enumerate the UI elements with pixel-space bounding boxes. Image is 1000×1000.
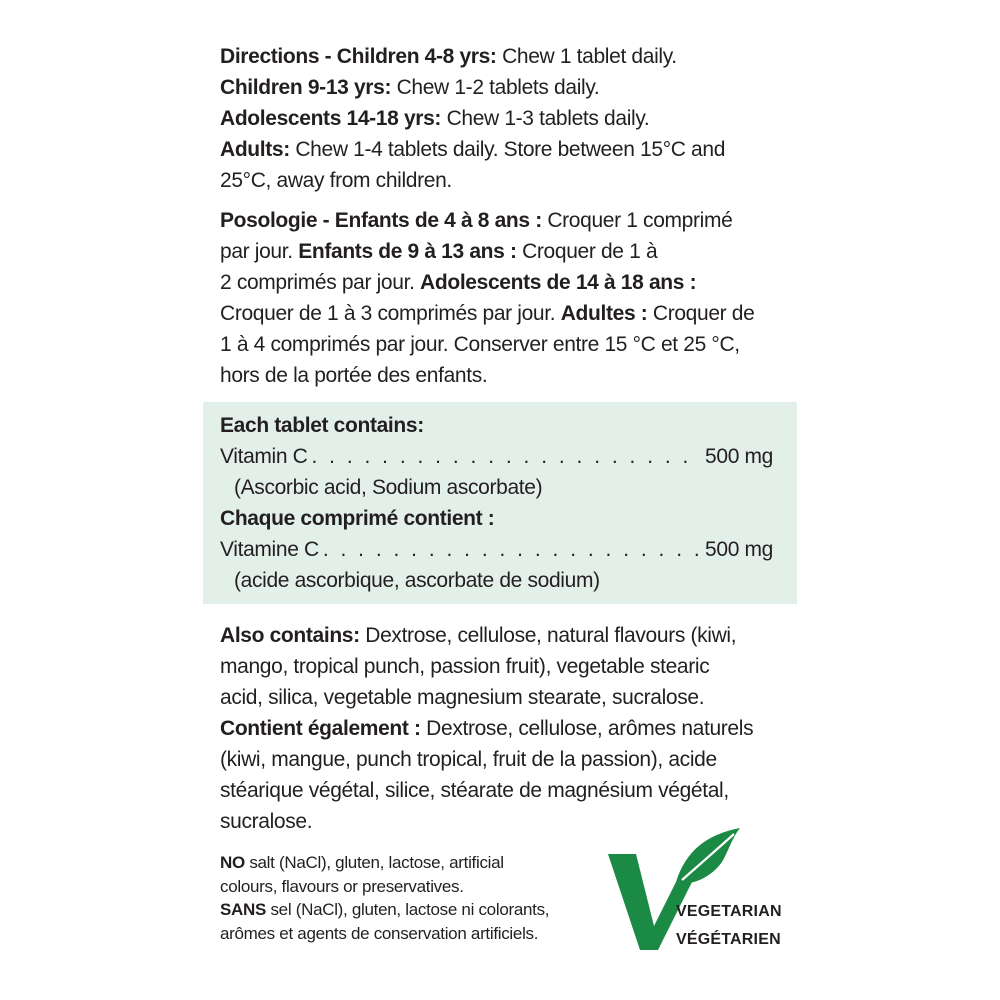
also-contains-en-line3: acid, silica, vegetable magnesium stearate, sucralose. [220, 686, 705, 709]
directions-children-9-13-text: Chew 1-2 tablets daily. [391, 76, 600, 99]
posologie-adultes-text: Croquer de [647, 302, 755, 325]
posologie-line4-text: Croquer de 1 à 3 comprimés par jour. [220, 302, 561, 325]
free-of-fr-line2: arômes et agents de conservation artificiels. [220, 923, 539, 943]
directions-storage-text: 25°C, away from children. [220, 169, 452, 192]
directions-children-9-13-label: Children 9-13 yrs: [220, 76, 392, 99]
also-contains-en-label: Also contains: [220, 624, 360, 647]
directions-adults-text: Chew 1-4 tablets daily. Store between 15°C and [289, 138, 726, 161]
ingredients-en-heading: Each tablet contains: [220, 414, 424, 437]
vegetarian-en-label: VEGETARIAN [676, 903, 782, 920]
also-contains-fr-line1: Dextrose, cellulose, arômes naturels [420, 717, 754, 740]
also-contains-en-line2: mango, tropical punch, passion fruit), vegetable stearic [220, 655, 710, 678]
directions-adolescents-text: Chew 1-3 tablets daily. [441, 107, 650, 130]
ingredient-amount-fr: 500 mg [705, 538, 773, 561]
directions-section [220, 41, 725, 196]
posologie-enfants-4-8-label: Posologie - Enfants de 4 à 8 ans : [220, 209, 542, 232]
also-contains-fr-label: Contient également : [220, 717, 421, 740]
also-contains-fr-line4: sucralose. [220, 810, 313, 833]
free-of-fr-line1: sel (NaCl), gluten, lactose ni colorants, [266, 900, 550, 919]
also-contains-fr-line3: stéarique végétal, silice, stéarate de magnésium végétal, [220, 779, 729, 802]
ingredient-row-en [220, 441, 773, 472]
posologie-adolescents-label: Adolescents de 14 à 18 ans : [420, 271, 697, 294]
posologie-line5-text: 1 à 4 comprimés par jour. Conserver entre 15 °C et 25 °C, [220, 333, 740, 356]
vegetarian-badge-text [676, 898, 782, 954]
free-of-en-label: NO [220, 853, 245, 872]
posologie-adultes-label: Adultes : [560, 302, 648, 325]
directions-adults-label: Adults: [220, 138, 290, 161]
ingredients-fr-heading: Chaque comprimé contient : [220, 507, 495, 530]
ingredient-source-fr: (acide ascorbique, ascorbate de sodium) [234, 569, 600, 592]
posologie-section [220, 205, 754, 391]
posologie-line3-text: 2 comprimés par jour. [220, 271, 421, 294]
free-of-section [220, 851, 549, 945]
posologie-line6-text: hors de la portée des enfants. [220, 364, 488, 387]
free-of-en-line1: salt (NaCl), gluten, lactose, artificial [244, 853, 504, 872]
leader-dots [312, 441, 702, 472]
vegetarian-fr-label: VÉGÉTARIEN [676, 931, 781, 948]
directions-adolescents-label: Adolescents 14-18 yrs: [220, 107, 442, 130]
ingredient-row-fr [220, 534, 773, 565]
also-contains-fr-line2: (kiwi, mangue, punch tropical, fruit de la passion), acide [220, 748, 717, 771]
ingredient-name-en: Vitamin C [220, 445, 308, 468]
free-of-fr-label: SANS [220, 900, 267, 919]
posologie-enfants-9-13-text: Croquer de 1 à [516, 240, 658, 263]
ingredient-source-en: (Ascorbic acid, Sodium ascorbate) [234, 476, 543, 499]
also-contains-section [220, 620, 753, 837]
directions-children-4-8-label: Directions - Children 4-8 yrs: [220, 45, 497, 68]
ingredients-section [220, 410, 773, 596]
directions-children-4-8-text: Chew 1 tablet daily. [496, 45, 677, 68]
leader-dots [323, 534, 701, 565]
also-contains-en-line1: Dextrose, cellulose, natural flavours (kiwi, [359, 624, 737, 647]
posologie-enfants-4-8-text: Croquer 1 comprimé [541, 209, 733, 232]
ingredient-amount-en: 500 mg [705, 445, 773, 468]
posologie-line2-text: par jour. [220, 240, 299, 263]
posologie-enfants-9-13-label: Enfants de 9 à 13 ans : [298, 240, 517, 263]
ingredient-name-fr: Vitamine C [220, 538, 319, 561]
free-of-en-line2: colours, flavours or preservatives. [220, 876, 464, 896]
